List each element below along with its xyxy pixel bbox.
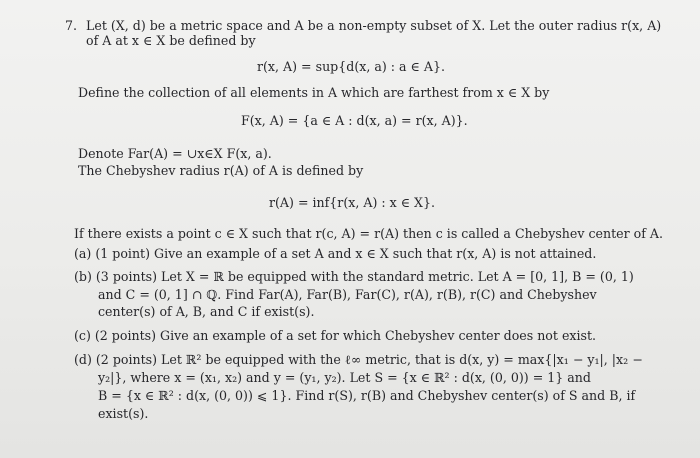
part-d-line-4: exist(s). — [98, 406, 149, 421]
part-d-line-2: y₂|}, where x = (x₁, x₂) and y = (y₁, y₂). Let S = {x ∈ ℝ² : d(x, (0, 0)) = 1} and — [98, 370, 591, 385]
part-d-line-3: B = {x ∈ ℝ² : d(x, (0, 0)) ⩽ 1}. Find r(S), r(B) and Chebyshev center(s) of S and B, if — [98, 388, 636, 403]
outer-radius-equation: r(x, A) = sup{d(x, a) : a ∈ A}. — [257, 59, 445, 74]
part-a: (a) (1 point) Give an example of a set A and x ∈ X such that r(x, A) is not attained. — [74, 246, 597, 261]
intro-line-2: of A at x ∈ X be defined by — [86, 33, 256, 48]
problem-number: 7. — [65, 18, 78, 33]
chebyshev-radius-definition: The Chebyshev radius r(A) of A is defined by — [78, 163, 364, 178]
part-b-line-1: (b) (3 points) Let X = ℝ be equipped with the standard metric. Let A = [0, 1], B = (0, 1) — [74, 269, 634, 284]
part-d-line-1: (d) (2 points) Let ℝ² be equipped with the ℓ∞ metric, that is d(x, y) = max{|x₁ − y₁|, |x₂ − — [74, 352, 643, 367]
farthest-equation: F(x, A) = {a ∈ A : d(x, a) = r(x, A)}. — [241, 113, 468, 128]
intro-line-1: Let (X, d) be a metric space and A be a non-empty subset of X. Let the outer radius r(x, A) — [86, 18, 662, 33]
part-c: (c) (2 points) Give an example of a set for which Chebyshev center does not exist. — [74, 328, 597, 343]
farthest-definition: Define the collection of all elements in A which are farthest from x ∈ X by — [78, 85, 550, 100]
part-b-line-2: and C = (0, 1] ∩ ℚ. Find Far(A), Far(B), Far(C), r(A), r(B), r(C) and Chebyshev — [98, 287, 597, 302]
part-b-line-3: center(s) of A, B, and C if exist(s). — [98, 304, 315, 319]
chebyshev-center-definition: If there exists a point c ∈ X such that r(c, A) = r(A) then c is called a Chebyshev center of A. — [74, 226, 663, 241]
far-definition: Denote Far(A) = ∪x∈X F(x, a). — [78, 146, 272, 161]
chebyshev-radius-equation: r(A) = inf{r(x, A) : x ∈ X}. — [269, 195, 436, 210]
